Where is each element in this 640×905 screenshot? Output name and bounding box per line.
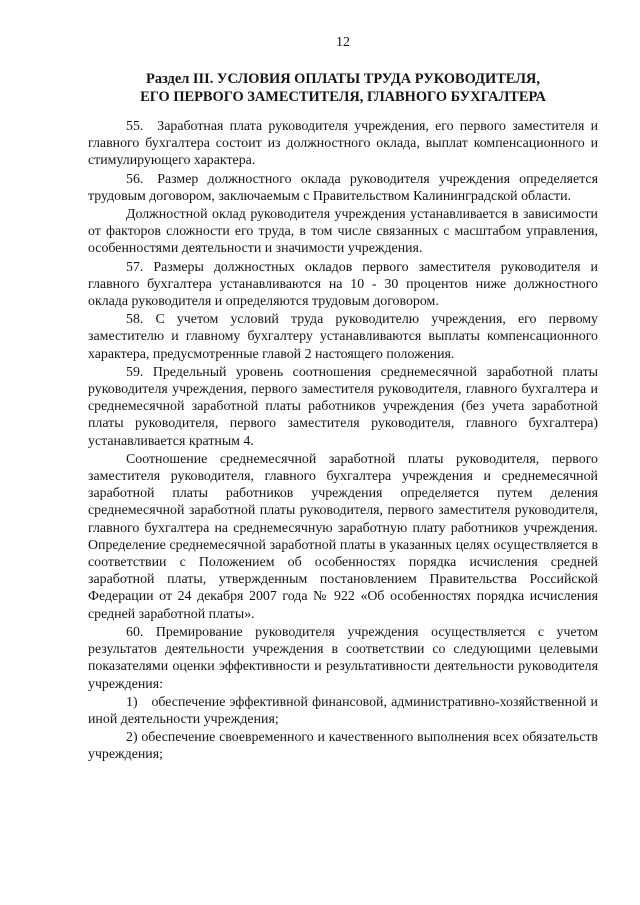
document-page xyxy=(88,34,598,765)
paragraph-57: 57. Размеры должностных окладов первого заместителя руководителя и главного бухгалтера устанавливаются на 10 - 30 процентов ниже должностного оклада руководителя и определяются трудовым договором. xyxy=(88,259,598,310)
section-title-line-1: Раздел III. УСЛОВИЯ ОПЛАТЫ ТРУДА РУКОВОДИТЕЛЯ, xyxy=(146,71,540,87)
list-item-1: 1) обеспечение эффективной финансовой, административно-хозяйственной и иной деятельности учреждения; xyxy=(88,694,598,727)
section-title-line-2: ЕГО ПЕРВОГО ЗАМЕСТИТЕЛЯ, ГЛАВНОГО БУХГАЛТЕРА xyxy=(140,89,546,105)
document-body xyxy=(88,118,598,764)
paragraph-60: 60. Премирование руководителя учреждения осуществляется с учетом результатов деятельности учреждения в соответствии со следующими целевыми показателями оценки эффективности и результативности деятельности руководителя учреждения: xyxy=(88,624,598,692)
paragraph-55: 55. Заработная плата руководителя учреждения, его первого заместителя и главного бухгалтера состоит из должностного оклада, выплат компенсационного и стимулирующего характера. xyxy=(88,119,598,169)
section-title xyxy=(88,70,598,106)
paragraph-59-ratio: Соотношение среднемесячной заработной платы руководителя, первого заместителя руководителя, главного бухгалтера учреждения и среднемесячной заработной платы работников учреждения определяется путем деления среднемесячной заработной платы руководителя, первого заместителя руководителя, главного бухгалтера на среднемесячную заработную плату работников учреждения. Определение среднемесячной заработной платы в указанных целях осуществляется в соответствии с Положением об особенностях порядка исчисления средней заработной платы, утвержденным постановлением Правительства Российской Федерации от 24 декабря 2007 года № 922 «Об особенностях порядка исчисления средней заработной платы». xyxy=(88,451,598,622)
paragraph-56: 56. Размер должностного оклада руководителя учреждения определяется трудовым договором, заключаемым с Правительством Калининградской области. xyxy=(88,171,598,204)
paragraph-56-official-salary: Должностной оклад руководителя учреждения устанавливается в зависимости от факторов сложности его труда, в том числе связанных с масштабом управления, особенностями деятельности и значимости учреждения. xyxy=(88,207,598,257)
paragraph-59: 59. Предельный уровень соотношения среднемесячной заработной платы руководителя учреждения, первого заместителя руководителя, главного бухгалтера и среднемесячной заработной платы работников учреждения (без учета заработной платы руководителя, первого заместителя руководителя, главного бухгалтера) устанавливается кратным 4. xyxy=(88,364,598,449)
page-number: 12 xyxy=(336,35,350,50)
list-item-2: 2) обеспечение своевременного и качественного выполнения всех обязательств учреждения; xyxy=(88,730,598,763)
paragraph-58: 58. С учетом условий труда руководителю учреждения, его первому заместителю и главному бухгалтеру устанавливаются выплаты компенсационного характера, предусмотренные главой 2 настоящего положения. xyxy=(88,312,598,362)
